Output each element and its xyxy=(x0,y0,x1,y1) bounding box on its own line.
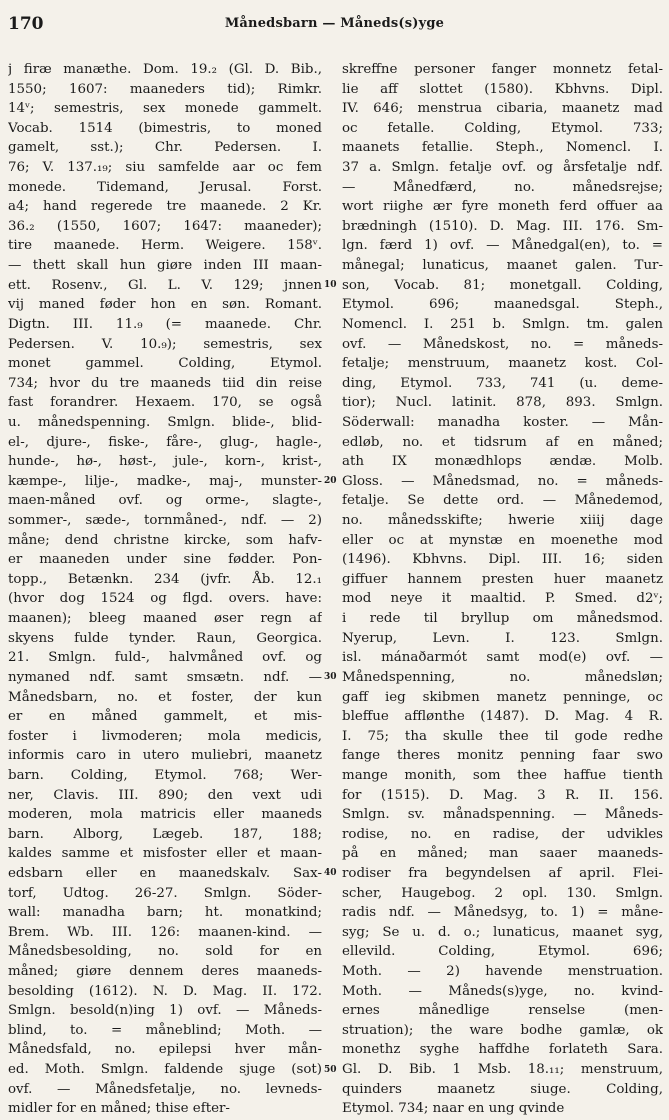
text-line: torf, Udtog. 26-27. Smlgn. Söder- xyxy=(8,885,322,901)
text-line: bleffue afflønthe (1487). D. Mag. 4 R. xyxy=(342,709,663,725)
text-line: maen-måned ovf. og orme-, slagte-, xyxy=(8,493,322,509)
text-line: Etymol. 696; maanedsgal. Steph., xyxy=(342,297,663,313)
text-line: — thett skall hun giøre inden III maan- xyxy=(8,258,322,274)
text-line: isl. mánaðarmót samt mod(e) ovf. — xyxy=(342,650,663,666)
text-line: Söderwall: manadha koster. — Mån- xyxy=(342,414,663,430)
text-line: ellevild. Colding, Etymol. 696; xyxy=(342,944,663,960)
text-line: 37 a. Smlgn. fetalje ovf. og årsfetalje ndf. xyxy=(342,160,663,176)
text-line: radis ndf. — Månedsyg, to. 1) = måne- xyxy=(342,905,663,921)
text-line: tior); Nucl. latinit. 878, 893. Smlgn. xyxy=(342,395,663,411)
text-line: tire maanede. Herm. Weigere. 158ᵛ. xyxy=(8,238,322,254)
text-line: blind, to. = måneblind; Moth. — xyxy=(8,1022,322,1038)
text-line: oc fetalle. Colding, Etymol. 733; xyxy=(342,120,663,136)
text-line: edsbarn eller en maanedskalv. Sax- xyxy=(8,865,322,881)
line-marker: 20 xyxy=(324,476,337,487)
text-line: monet gammel. Colding, Etymol. xyxy=(8,356,322,372)
text-line: skreffne personer fanger monnetz fetal- xyxy=(342,62,663,77)
text-line: Brem. Wb. III. 126: maanen-kind. — xyxy=(8,924,322,940)
text-line: gaff ieg skibmen manetz penninge, oc xyxy=(342,689,663,705)
text-line: son, Vocab. 81; monetgall. Colding, xyxy=(342,277,663,293)
text-line: (1496). Kbhvns. Dipl. III. 16; siden xyxy=(342,552,663,568)
text-line: mange monith, som thee haffue tienth xyxy=(342,767,663,783)
text-line: måned; giøre dennem deres maaneds- xyxy=(8,964,322,980)
text-line: (hvor dog 1524 og flgd. overs. have: xyxy=(8,591,322,607)
text-line: informis caro in utero muliebri, maanetz xyxy=(8,748,322,764)
text-line: ed. Moth. Smlgn. faldende sjuge (sot) xyxy=(8,1062,322,1078)
text-line: skyens fulde tynder. Raun, Georgica. xyxy=(8,630,322,646)
text-line: Nyerup, Levn. I. 123. Smlgn. xyxy=(342,630,663,646)
text-line: ner, Clavis. III. 890; den vext udi xyxy=(8,787,322,803)
text-line: vij maned føder hon en søn. Romant. xyxy=(8,297,322,313)
line-marker: 10 xyxy=(324,279,337,290)
text-line: 1550; 1607: maaneders tid); Rimkr. xyxy=(8,81,322,97)
text-line: kaldes samme et misfoster eller et maan- xyxy=(8,846,322,862)
text-line: mod neye it maaltid. P. Smed. d2ᵛ; xyxy=(342,591,663,607)
text-line: nymaned ndf. samt smsætn. ndf. — xyxy=(8,669,322,685)
text-line: i rede til bryllup om månedsmod. xyxy=(342,611,663,627)
line-marker: 40 xyxy=(324,868,337,879)
text-line: scher, Haugebog. 2 opl. 130. Smlgn. xyxy=(342,885,663,901)
text-line: syg; Se u. d. o.; lunaticus, maanet syg, xyxy=(342,924,663,940)
text-line: rodise, no. en radise, der udvikles xyxy=(342,826,663,842)
text-line: a4; hand regerede tre maanede. 2 Kr. xyxy=(8,199,322,215)
text-line: wall: manadha barn; ht. monatkind; xyxy=(8,905,322,921)
text-line: moderen, mola matricis eller maaneds xyxy=(8,807,322,823)
line-number-markers xyxy=(324,60,342,1116)
running-head: Månedsbarn — Måneds(s)yge xyxy=(224,16,445,31)
text-line: ovf. — Månedskost, no. = måneds- xyxy=(342,336,663,352)
text-line: maanets fetallie. Steph., Nomencl. I. xyxy=(342,140,663,156)
text-line: Gl. D. Bib. 1 Msb. 18.₁₁; menstruum, xyxy=(342,1062,663,1078)
text-line: edløb, no. et tidsrum af en måned; xyxy=(342,434,663,450)
text-line: eller oc at mynstæ en moenethe mod xyxy=(342,532,663,548)
text-line: fast forandrer. Hexaem. 170, se også xyxy=(8,395,322,411)
text-line: rodiser fra begyndelsen af april. Flei- xyxy=(342,865,663,881)
text-line: ding, Etymol. 733, 741 (u. deme- xyxy=(342,375,663,391)
text-line: monethz syghe haffdhe forlateth Sara. xyxy=(342,1042,663,1058)
left-column xyxy=(8,60,322,1116)
text-line: Smlgn. sv. månadspenning. — Måneds- xyxy=(342,807,663,823)
right-column xyxy=(342,60,663,1116)
text-line: fange theres monitz penning faar swo xyxy=(342,748,663,764)
text-line: I. 75; tha skulle thee til gode redhe xyxy=(342,728,663,744)
text-line: el-, djure-, fiske-, fåre-, glug-, hagle-, xyxy=(8,434,322,450)
text-line: Digtn. III. 11.₉ (= maanede. Chr. xyxy=(8,316,322,332)
text-line: brædningh (1510). D. Mag. III. 176. Sm- xyxy=(342,218,663,234)
text-line: Vocab. 1514 (bimestris, to moned xyxy=(8,120,322,136)
text-line: u. månedspenning. Smlgn. blide-, blid- xyxy=(8,414,322,430)
page-number: 170 xyxy=(8,14,44,34)
text-line: Månedsfald, no. epilepsi hver mån- xyxy=(8,1042,322,1058)
text-line: ernes månedlige renselse (men- xyxy=(342,1003,663,1019)
text-line: måne; dend christne kircke, som hafv- xyxy=(8,532,322,548)
text-line: lie aff slottet (1580). Kbhvns. Dipl. xyxy=(342,81,663,97)
text-line: kæmpe-, lilje-, madke-, maj-, munster- xyxy=(8,473,322,489)
text-line: quinders maanetz siuge. Colding, xyxy=(342,1081,663,1097)
text-line: barn. Alborg, Lægeb. 187, 188; xyxy=(8,826,322,842)
text-line: 734; hvor du tre maaneds tiid din reise xyxy=(8,375,322,391)
text-line: Pedersen. V. 10.₉); semestris, sex xyxy=(8,336,322,352)
line-marker: 50 xyxy=(324,1064,337,1075)
text-line: Smlgn. besold(n)ing 1) ovf. — Måneds- xyxy=(8,1003,322,1019)
text-line: Gloss. — Månedsmad, no. = måneds- xyxy=(342,473,663,489)
page-header xyxy=(8,14,661,40)
text-line: er en måned gammelt, et mis- xyxy=(8,709,322,725)
text-line: Nomencl. I. 251 b. Smlgn. tm. galen xyxy=(342,316,663,332)
text-line: — Månedfærd, no. månedsrejse; xyxy=(342,179,663,195)
text-line: ath IX monædhlops ændæ. Molb. xyxy=(342,454,663,470)
text-line: midler for en måned; thise efter- xyxy=(8,1101,230,1117)
text-line: fetalje. Se dette ord. — Månedemod, xyxy=(342,493,663,509)
text-line: j firæ manæthe. Dom. 19.₂ (Gl. D. Bib., xyxy=(8,62,322,77)
text-line: lgn. færd 1) ovf. — Månedgal(en), to. = xyxy=(342,238,663,254)
text-line: besolding (1612). N. D. Mag. II. 172. xyxy=(8,983,322,999)
line-marker: 30 xyxy=(324,672,337,683)
text-line: struation); the ware bodhe gamlæ, ok xyxy=(342,1022,663,1038)
text-line: IV. 646; menstrua cibaria, maanetz mad xyxy=(342,101,663,117)
text-line: Månedsbesolding, no. sold for en xyxy=(8,944,322,960)
text-line: hunde-, hø-, høst-, jule-, korn-, krist-, xyxy=(8,454,322,470)
text-line: 21. Smlgn. fuld-, halvmåned ovf. og xyxy=(8,650,322,666)
text-line: 76; V. 137.₁₉; siu samfelde aar oc fem xyxy=(8,160,322,176)
text-line: Moth. — Måneds(s)yge, no. kvind- xyxy=(342,983,663,999)
text-line: 36.₂ (1550, 1607; 1647: maaneder); xyxy=(8,218,322,234)
text-line: på en måned; man saaer maaneds- xyxy=(342,846,663,862)
text-line: foster i livmoderen; mola medicis, xyxy=(8,728,322,744)
text-line: sommer-, sæde-, tornmåned-, ndf. — 2) xyxy=(8,513,322,529)
text-line: monede. Tidemand, Jerusal. Forst. xyxy=(8,179,322,195)
text-line: gamelt, sst.); Chr. Pedersen. I. xyxy=(8,140,322,156)
text-line: 14ᵛ; semestris, sex monede gammelt. xyxy=(8,101,322,117)
text-line: Månedsbarn, no. et foster, der kun xyxy=(8,689,322,705)
text-line: ett. Rosenv., Gl. L. V. 129; jnnen xyxy=(8,277,322,293)
text-line: topp., Betænkn. 234 (jvfr. Åb. 12.₁ xyxy=(8,571,322,587)
text-line: maanen); bleeg maaned øser regn af xyxy=(8,611,322,627)
text-line: månegal; lunaticus, maanet galen. Tur- xyxy=(342,258,663,274)
text-line: giffuer hannem presten huer maanetz xyxy=(342,571,663,587)
text-line: fetalje; menstruum, maanetz kost. Col- xyxy=(342,356,663,372)
text-line: wort riighe ær fyre moneth ferd offuer aa xyxy=(342,199,663,215)
text-line: no. månedsskifte; hwerie xiiij dage xyxy=(342,513,663,529)
text-line: barn. Colding, Etymol. 768; Wer- xyxy=(8,767,322,783)
text-line: for (1515). D. Mag. 3 R. II. 156. xyxy=(342,787,663,803)
text-line: ovf. — Månedsfetalje, no. levneds- xyxy=(8,1081,322,1097)
text-line: er maaneden under sine fødder. Pon- xyxy=(8,552,322,568)
text-line: Moth. — 2) havende menstruation. xyxy=(342,964,663,980)
text-line: Etymol. 734; naar en ung qvinde xyxy=(342,1101,565,1117)
text-line: Månedspenning, no. månedsløn; xyxy=(342,669,663,685)
